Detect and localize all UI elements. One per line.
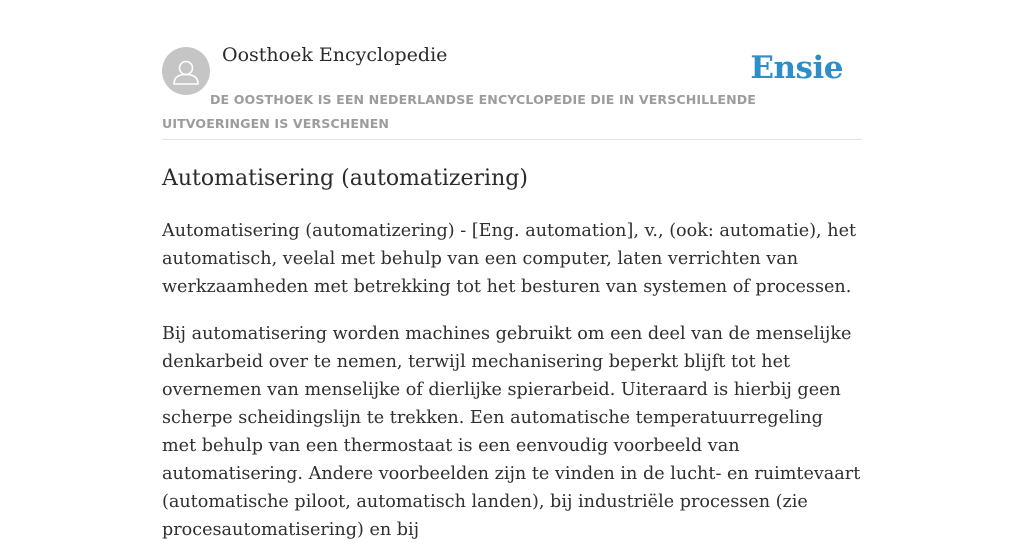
publication-header (162, 0, 862, 140)
publication-title[interactable]: Oosthoek Encyclopedie (222, 44, 448, 66)
publication-subtitle: DE OOSTHOEK IS EEN NEDERLANDSE ENCYCLOPEDIE DIE IN VERSCHILLENDE UITVOERINGEN IS VERSCHENEN (162, 92, 757, 131)
article-title: Automatisering (automatizering) (162, 166, 528, 191)
brand-logo[interactable]: Ensie (750, 50, 843, 86)
article-paragraph: Bij automatisering worden machines gebruikt om een deel van de menselijke denkarbeid over te nemen, terwijl mechanisering beperkt blijft tot het overnemen van menselijke of dierlijke spierarbeid. Uiteraard is hierbij geen scherpe scheidingslijn te trekken. Een automatische temperatuurregeling met behulp van een thermostaat is een eenvoudig voorbeeld van automatisering. Andere voorbeelden zijn te vinden in de lucht- en ruimtevaart (automatische piloot, automatisch landen), bij industriële processen (zie procesautomatisering) en bij (162, 324, 861, 540)
article-paragraph: Automatisering (automatizering) - [Eng. automation], v., (ook: automatie), het automatisch, veelal met behulp van een computer, laten verrichten van werkzaamheden met betrekking tot het besturen van systemen of processen. (162, 221, 857, 297)
page (162, 0, 862, 544)
